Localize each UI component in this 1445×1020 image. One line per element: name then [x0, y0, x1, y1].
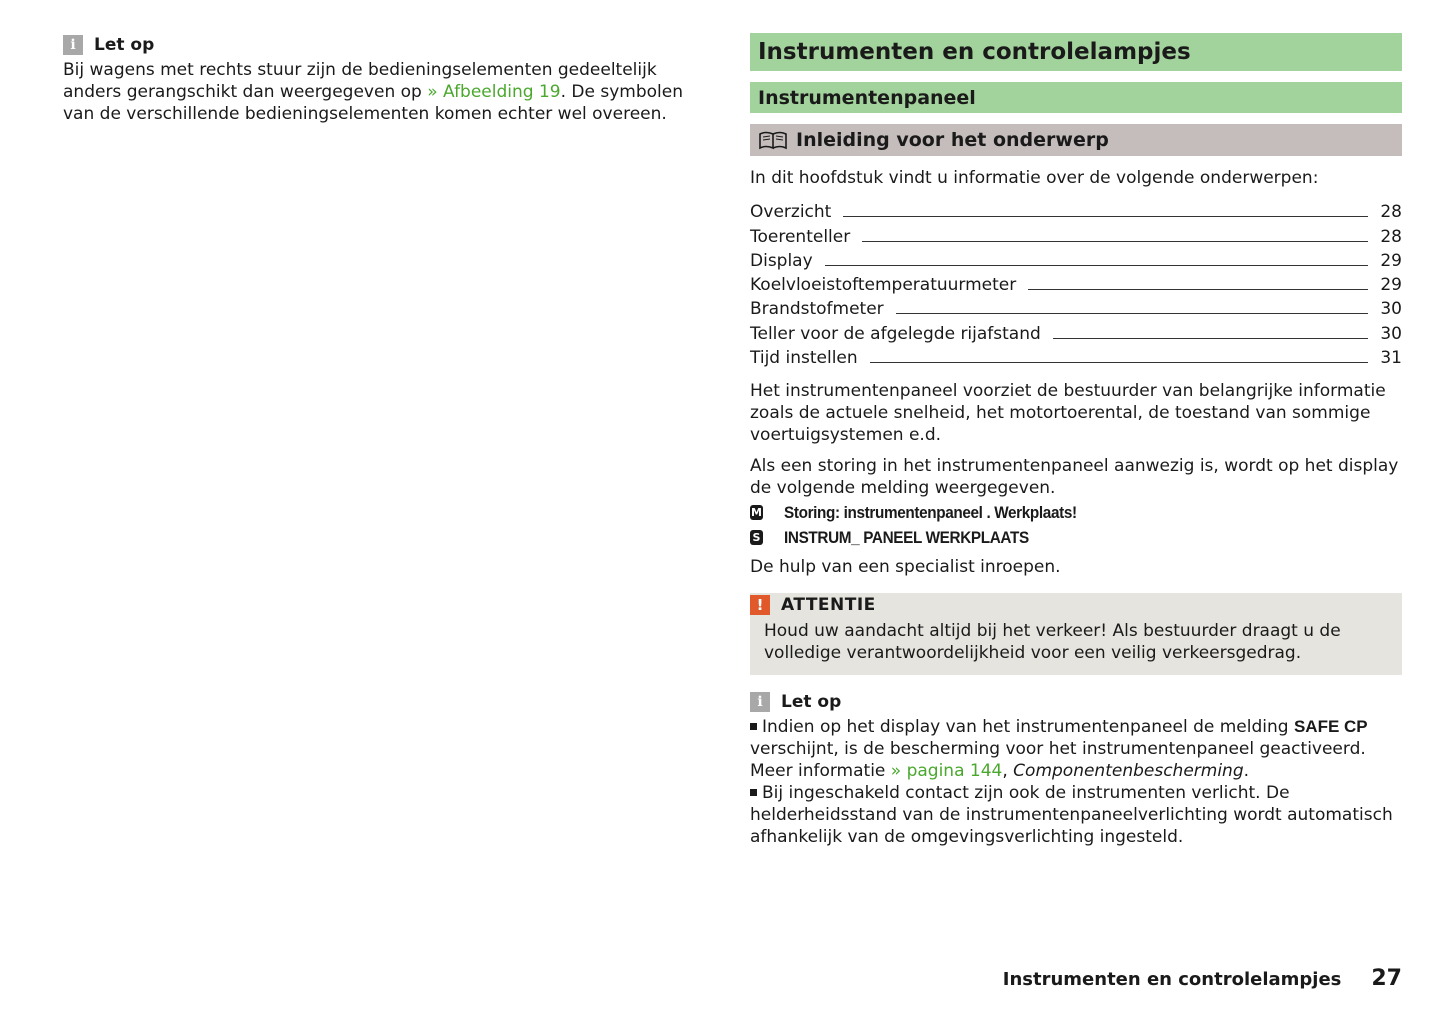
right-note-header [750, 690, 1402, 714]
paragraph-2: Als een storing in het instrumentenpaneel aanwezig is, wordt op het display de volgende melding weergegeven. [750, 456, 1399, 499]
toc-leader-line [862, 241, 1368, 242]
bullet-1-italic: Componentenbescherming [1013, 761, 1244, 782]
toc-page: 29 [1380, 275, 1402, 296]
safe-cp-code: SAFE CP [1293, 717, 1368, 737]
bullet-square-icon [750, 789, 757, 796]
toc-leader-line [896, 313, 1368, 314]
toc-row[interactable] [750, 222, 1402, 246]
topic-heading-text: Inleiding voor het onderwerp [796, 129, 1109, 151]
left-note-text-1: Bij wagens met rechts stuur zijn de bedieningselementen gedeeltelijk anders gerangschikt dan weergegeven op [63, 60, 657, 102]
left-note-header [63, 33, 708, 57]
right-note [750, 690, 1402, 848]
left-column [63, 33, 708, 125]
page-number: 27 [1371, 966, 1402, 991]
bullet-1-text-2: verschijnt, is de bescherming voor het instrumentenpaneel geactiveerd. Meer informatie [750, 739, 1366, 782]
bullet-2-text: Bij ingeschakeld contact zijn ook de instrumenten verlicht. De helderheidsstand van de instrumentenpaneelverlichting wordt automatisch afhankelijk van de omgevingsverlichting ingesteld. [750, 783, 1393, 848]
toc-leader-line [1053, 338, 1368, 339]
right-note-bullet-1 [750, 716, 1402, 782]
bullet-square-icon [750, 723, 757, 730]
right-note-title: Let op [781, 692, 842, 713]
left-note-text-2: . De symbolen van de verschillende bedieningselementen komen echter wel overeen. [63, 82, 683, 124]
section-heading: Instrumentenpaneel [750, 82, 1402, 113]
toc-page: 30 [1380, 323, 1402, 344]
display-message-text: INSTRUM_ PANEEL WERKPLAATS [784, 527, 1029, 547]
toc-label: Display [750, 250, 813, 271]
toc-page: 31 [1380, 348, 1402, 369]
segment-display-icon: S [750, 530, 763, 545]
topic-heading [750, 124, 1402, 156]
toc-row[interactable] [750, 319, 1402, 343]
book-icon [758, 130, 788, 150]
paragraph-3: De hulp van een specialist inroepen. [750, 557, 1061, 578]
intro-text: In dit hoofdstuk vindt u informatie over de volgende onderwerpen: [750, 168, 1319, 188]
right-note-bullet-2 [750, 782, 1402, 848]
warning-text: Houd uw aandacht altijd bij het verkeer! Als bestuurder draagt u de volledige verantwoordelijkheid voor een veilig verkeersgedrag. [764, 621, 1341, 664]
display-messages [750, 500, 1402, 550]
display-message-text: Storing: instrumentenpaneel . Werkplaats! [784, 502, 1077, 522]
table-of-contents [750, 198, 1402, 368]
toc-leader-line [1028, 289, 1368, 290]
paragraph-1: Het instrumentenpaneel voorziet de bestuurder van belangrijke informatie zoals de actuele snelheid, het motortoerental, de toestand van sommige voertuigsystemen e.d. [750, 381, 1386, 446]
toc-row[interactable] [750, 198, 1402, 222]
toc-leader-line [843, 216, 1368, 217]
page-footer [1003, 966, 1402, 991]
footer-chapter-title: Instrumenten en controlelampjes [1002, 969, 1342, 990]
toc-label: Tijd instellen [750, 348, 858, 369]
warning-header [750, 593, 1402, 616]
toc-label: Overzicht [750, 202, 832, 223]
chapter-heading: Instrumenten en controlelampjes [750, 33, 1402, 71]
left-note-text [63, 59, 703, 125]
display-message [750, 500, 1402, 525]
toc-page: 28 [1380, 226, 1402, 247]
toc-row[interactable] [750, 344, 1402, 368]
bullet-1-sep: , [1002, 761, 1014, 782]
figure-19-link[interactable]: » Afbeelding 19 [427, 82, 561, 102]
toc-label: Teller voor de afgelegde rijafstand [750, 323, 1041, 344]
warning-box [750, 593, 1402, 675]
right-column [750, 33, 1402, 848]
maxi-dot-icon: M [751, 506, 762, 520]
warning-title: ATTENTIE [781, 594, 876, 615]
toc-row[interactable] [750, 271, 1402, 295]
toc-label: Toerenteller [750, 226, 851, 247]
bullet-1-end: . [1243, 761, 1250, 782]
toc-page: 29 [1380, 250, 1402, 271]
toc-page: 30 [1380, 299, 1402, 320]
toc-label: Brandstofmeter [750, 299, 884, 320]
toc-label: Koelvloeistoftemperatuurmeter [750, 275, 1017, 296]
info-icon: i [750, 692, 770, 712]
bullet-1-text-1: Indien op het display van het instrumentenpaneel de melding [762, 717, 1294, 738]
toc-leader-line [870, 362, 1368, 363]
exclamation-icon: ! [750, 595, 770, 615]
display-message [750, 525, 1402, 550]
toc-page: 28 [1380, 202, 1402, 223]
page-144-link[interactable]: » pagina 144 [890, 761, 1003, 782]
toc-row[interactable] [750, 295, 1402, 319]
info-icon: i [63, 35, 83, 55]
left-note-title: Let op [94, 35, 155, 55]
toc-row[interactable] [750, 247, 1402, 271]
toc-leader-line [825, 265, 1368, 266]
